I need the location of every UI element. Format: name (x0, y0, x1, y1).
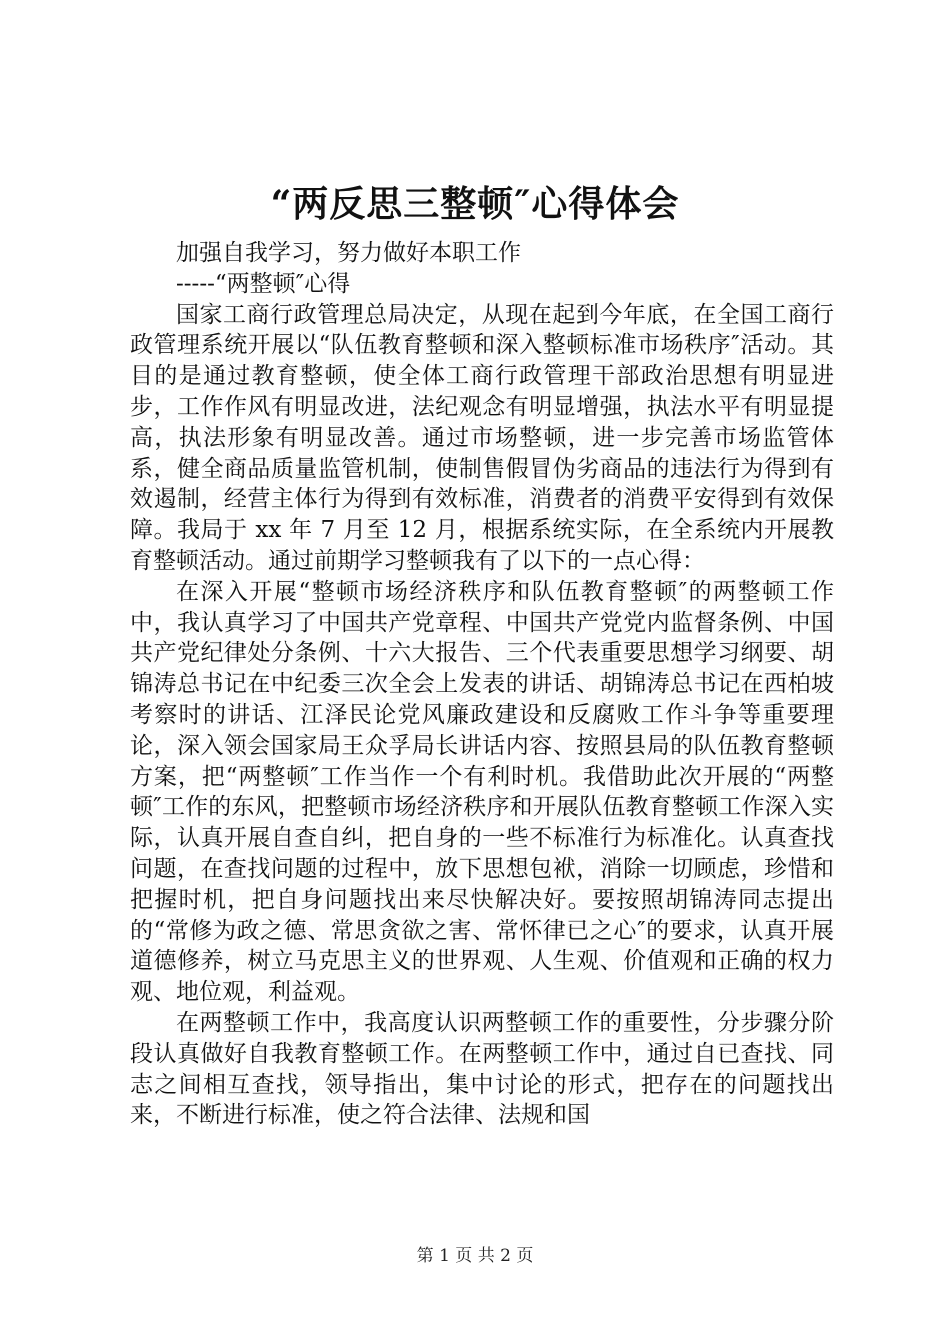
paragraph-3: 在两整顿工作中，我高度认识两整顿工作的重要性，分步骤分阶段认真做好自我教育整顿工作。在两整顿工作中，通过自已查找、同志之间相互查找，领导指出，集中讨论的形式，把存在的问题找出来，不断进行标准，使之符合法律、法规和国 (130, 1009, 834, 1129)
subtitle: 加强自我学习，努力做好本职工作 (176, 240, 521, 266)
page-title: “两反思三整顿″心得体会 (270, 183, 680, 225)
page-footer: 第 1 页 共 2 页 (416, 1246, 534, 1266)
paragraph-1: 国家工商行政管理总局决定，从现在起到今年底，在全国工商行政管理系统开展以“队伍教育整顿和深入整顿标准市场秩序″活动。其目的是通过教育整顿，使全体工商行政管理干部政治思想有明显进步，工作作风有明显改进，法纪观念有明显增强，执法水平有明显提高，执法形象有明显改善。通过市场整顿，进一步完善市场监管体系，健全商品质量监管机制，使制售假冒伪劣商品的违法行为得到有效遏制，经营主体行为得到有效标准，消费者的消费平安得到有效保障。我局于 xx 年 7 月至 12 月，根据系统实际，在全系统内开展教育整顿活动。通过前期学习整顿我有了以下的一点心得： (130, 301, 834, 574)
paragraph-2: 在深入开展“整顿市场经济秩序和队伍教育整顿″的两整顿工作中，我认真学习了中国共产党章程、中国共产党党内监督条例、中国共产党纪律处分条例、十六大报告、三个代表重要思想学习纲要、胡锦涛总书记在中纪委三次全会上发表的讲话、胡锦涛总书记在西柏坡考察时的讲话、江泽民论党风廉政建设和反腐败工作斗争等重要理论，深入领会国家局王众孚局长讲话内容、按照县局的队伍教育整顿方案，把“两整顿″工作当作一个有利时机。我借助此次开展的“两整顿″工作的东风，把整顿市场经济秩序和开展队伍教育整顿工作深入实际，认真开展自查自纠，把自身的一些不标准行为标准化。认真查找问题，在查找问题的过程中，放下思想包袱，消除一切顾虑，珍惜和把握时机，把自身问题找出来尽快解决好。要按照胡锦涛同志提出的“常修为政之德、常思贪欲之害、常怀律已之心″的要求，认真开展道德修养，树立马克思主义的世界观、人生观、价值观和正确的权力观、地位观，利益观。 (130, 578, 834, 1006)
document-body (130, 238, 834, 1131)
subtitle-signature: -----“两整顿″心得 (176, 270, 351, 297)
